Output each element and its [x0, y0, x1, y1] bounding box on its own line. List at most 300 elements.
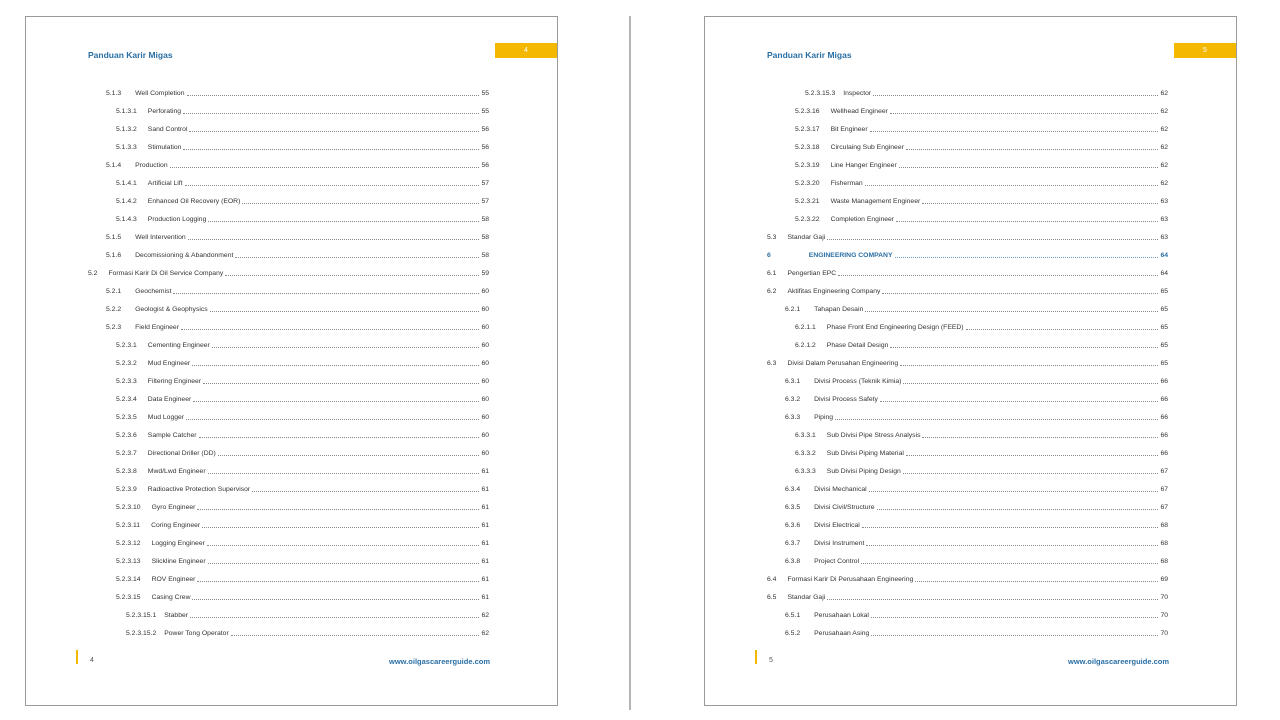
toc-dot-leader [208, 563, 480, 564]
toc-dot-leader [862, 527, 1159, 528]
footer-website-link[interactable]: www.oilgascareerguide.com [1067, 657, 1169, 666]
toc-entry[interactable] [767, 192, 1168, 210]
toc-entry-number: 5.2.3.20 [795, 179, 820, 187]
toc-dot-leader [838, 275, 1158, 276]
toc-entry-title: Perusahaan Lokal [814, 611, 869, 619]
toc-entry[interactable] [88, 570, 489, 588]
document-page-right [704, 16, 1237, 706]
toc-entry-number: 6.3.3.3 [795, 467, 816, 475]
toc-entry-title: Circulaing Sub Engineer [830, 143, 904, 151]
toc-entry-page: 61 [481, 593, 489, 601]
toc-dot-leader [835, 419, 1158, 420]
toc-entry-title: Sub Divisi Piping Material [826, 449, 904, 457]
toc-dot-leader [900, 365, 1158, 366]
toc-entry-number: 5.2 [88, 269, 98, 277]
toc-entry-title: Perusahaan Asing [814, 629, 870, 637]
toc-entry[interactable] [767, 462, 1168, 480]
toc-entry-page: 61 [481, 521, 489, 529]
toc-entry-page: 60 [481, 449, 489, 457]
toc-entry-number: 6.3.3.2 [795, 449, 816, 457]
footer-website-link[interactable]: www.oilgascareerguide.com [388, 657, 490, 666]
toc-entry-number: 5.2.3.10 [116, 503, 141, 511]
toc-entry-title: Wellhead Engineer [830, 107, 888, 115]
toc-entry-number: 5.1.5 [106, 233, 122, 241]
toc-dot-leader [173, 293, 479, 294]
toc-entry-number: 5.2.3.17 [795, 125, 820, 133]
toc-entry-page: 65 [1160, 305, 1168, 313]
toc-entry-page: 70 [1160, 629, 1168, 637]
toc-entry-number: 6.3 [767, 359, 777, 367]
toc-entry-title: Project Control [814, 557, 860, 565]
toc-entry[interactable] [88, 354, 489, 372]
toc-entry-title: Mud Logger [147, 413, 185, 421]
toc-entry-number: 5.2.3.2 [116, 359, 137, 367]
toc-entry-number: 5.1.4 [106, 161, 122, 169]
toc-entry[interactable] [767, 426, 1168, 444]
toc-entry-title: Sub Divisi Piping Design [826, 467, 901, 475]
toc-entry[interactable] [88, 156, 489, 174]
toc-entry-number: 5.2.3.18 [795, 143, 820, 151]
toc-dot-leader [906, 149, 1159, 150]
toc-dot-leader [866, 545, 1158, 546]
document-page-left [25, 16, 558, 706]
toc-entry[interactable] [767, 174, 1168, 192]
toc-entry[interactable] [88, 408, 489, 426]
toc-entry-number: 5.2.3.12 [116, 539, 141, 547]
page-number-tab: 4 [495, 43, 557, 58]
toc-entry[interactable] [88, 336, 489, 354]
toc-entry-page: 60 [481, 359, 489, 367]
toc-entry-number: 6.2.1.2 [795, 341, 816, 349]
footer-accent-bar [755, 650, 757, 664]
toc-entry-title: Bit Engineer [830, 125, 868, 133]
toc-entry-title: Pengertian EPC [787, 269, 837, 277]
toc-entry-title: Line Hanger Engineer [830, 161, 897, 169]
toc-entry-number: 5.2.1 [106, 287, 122, 295]
toc-entry-number: 5.2.3.11 [116, 521, 141, 529]
toc-entry[interactable] [88, 300, 489, 318]
toc-entry-page: 57 [481, 179, 489, 187]
toc-entry-page: 60 [481, 341, 489, 349]
toc-entry-title: Mud Engineer [147, 359, 191, 367]
toc-dot-leader [966, 329, 1159, 330]
toc-entry-number: 6.3.5 [785, 503, 801, 511]
toc-dot-leader [869, 491, 1159, 492]
toc-entry-page: 65 [1160, 287, 1168, 295]
toc-entry-title: Field Engineer [135, 323, 179, 331]
toc-entry-page: 66 [1160, 431, 1168, 439]
toc-entry-title: Filtering Engineer [147, 377, 202, 385]
toc-entry-number: 5.2.3 [106, 323, 122, 331]
toc-entry-page: 62 [1160, 179, 1168, 187]
footer-page-number: 4 [90, 657, 94, 664]
toc-entry-title: Directional Driller (DD) [147, 449, 216, 457]
toc-entry[interactable] [88, 534, 489, 552]
toc-entry-number: 6.2.1 [785, 305, 801, 313]
page-header-title: Panduan Karir Migas [767, 50, 852, 60]
page-header-title: Panduan Karir Migas [88, 50, 173, 60]
toc-entry-title: Formasi Karir Di Perusahaan Engineering [787, 575, 914, 583]
toc-entry-page: 64 [1160, 251, 1168, 259]
toc-entry-number: 5.2.3.9 [116, 485, 137, 493]
toc-entry-number: 5.1.6 [106, 251, 122, 259]
toc-dot-leader [870, 131, 1159, 132]
toc-dot-leader [185, 185, 480, 186]
toc-entry-page: 67 [1160, 485, 1168, 493]
toc-entry[interactable] [767, 624, 1168, 642]
toc-entry-title: Cementing Engineer [147, 341, 210, 349]
toc-entry[interactable] [88, 390, 489, 408]
toc-entry-page: 63 [1160, 233, 1168, 241]
toc-entry[interactable] [767, 228, 1168, 246]
page-number-tab: 5 [1174, 43, 1236, 58]
toc-entry-title: Phase Detail Design [826, 341, 889, 349]
toc-entry-page: 60 [481, 413, 489, 421]
toc-entry-number: 5.2.3.19 [795, 161, 820, 169]
toc-entry-page: 68 [1160, 557, 1168, 565]
toc-dot-leader [877, 509, 1159, 510]
toc-entry-title: Divisi Instrument [814, 539, 865, 547]
toc-entry[interactable] [767, 282, 1168, 300]
toc-entry[interactable] [88, 246, 489, 264]
toc-entry-page: 62 [1160, 143, 1168, 151]
toc-entry[interactable] [767, 84, 1168, 102]
toc-dot-leader [208, 221, 479, 222]
toc-entry-number: 5.1.4.1 [116, 179, 137, 187]
toc-entry[interactable] [767, 264, 1168, 282]
toc-entry-page: 56 [481, 161, 489, 169]
toc-entry-page: 66 [1160, 449, 1168, 457]
toc-entry-page: 60 [481, 323, 489, 331]
toc-dot-leader [202, 527, 479, 528]
toc-entry-title: Standar Gaji [787, 233, 826, 241]
toc-entry-page: 58 [481, 233, 489, 241]
toc-dot-leader [882, 293, 1158, 294]
toc-dot-leader [207, 545, 480, 546]
toc-entry-title: Piping [814, 413, 834, 421]
toc-entry[interactable] [88, 606, 489, 624]
toc-entry-title: Phase Front End Engineering Design (FEED) [826, 323, 964, 331]
toc-entry-number: 5.2.3.3 [116, 377, 137, 385]
toc-dot-leader [915, 581, 1158, 582]
toc-entry-page: 55 [481, 107, 489, 115]
toc-entry-page: 69 [1160, 575, 1168, 583]
toc-entry-page: 56 [481, 125, 489, 133]
toc-entry[interactable] [88, 318, 489, 336]
toc-dot-leader [197, 581, 479, 582]
footer-accent-bar [76, 650, 78, 664]
toc-entry-number: 5.2.3.13 [116, 557, 141, 565]
toc-dot-leader [242, 203, 479, 204]
toc-entry-number: 6.5 [767, 593, 777, 601]
toc-entry-number: 5.2.3.8 [116, 467, 137, 475]
toc-entry-number: 5.1.3 [106, 89, 122, 97]
toc-dot-leader [183, 113, 479, 114]
toc-entry-number: 5.2.3.6 [116, 431, 137, 439]
toc-entry-title: Divisi Dalam Perusahan Engineering [787, 359, 899, 367]
toc-entry-page: 66 [1160, 377, 1168, 385]
toc-entry-page: 62 [481, 629, 489, 637]
toc-entry[interactable] [767, 444, 1168, 462]
toc-entry-page: 62 [1160, 89, 1168, 97]
toc-entry-title: Sand Control [147, 125, 188, 133]
toc-dot-leader [199, 437, 480, 438]
toc-entry[interactable] [88, 174, 489, 192]
toc-entry-number: 6.5.2 [785, 629, 801, 637]
toc-entry-number: 5.1.3.1 [116, 107, 137, 115]
toc-dot-leader [903, 473, 1159, 474]
toc-entry-title: Logging Engineer [151, 539, 205, 547]
toc-dot-leader [170, 167, 480, 168]
toc-entry[interactable] [767, 606, 1168, 624]
toc-entry-number: 5.2.3.1 [116, 341, 137, 349]
toc-entry-number: 5.2.3.14 [116, 575, 141, 583]
toc-entry-number: 5.1.4.2 [116, 197, 137, 205]
toc-entry-title: Divisi Mechanical [814, 485, 867, 493]
toc-entry[interactable] [88, 516, 489, 534]
toc-entry[interactable] [88, 588, 489, 606]
toc-entry-number: 6.3.3.1 [795, 431, 816, 439]
toc-entry-number: 6.3.8 [785, 557, 801, 565]
toc-entry-title: Radioactive Protection Supervisor [147, 485, 251, 493]
toc-entry-number: 6.3.2 [785, 395, 801, 403]
toc-entry-number: 5.2.3.15.3 [805, 89, 836, 97]
toc-entry-page: 68 [1160, 539, 1168, 547]
toc-entry[interactable] [88, 426, 489, 444]
toc-entry-number: 5.2.3.7 [116, 449, 137, 457]
toc-entry-title: Standar Gaji [787, 593, 826, 601]
toc-entry-page: 58 [481, 215, 489, 223]
toc-entry-page: 55 [481, 89, 489, 97]
toc-entry-page: 58 [481, 251, 489, 259]
toc-entry[interactable] [767, 534, 1168, 552]
toc-entry-number: 5.1.3.2 [116, 125, 137, 133]
toc-entry-page: 62 [481, 611, 489, 619]
toc-dot-leader [235, 257, 479, 258]
toc-entry-page: 70 [1160, 593, 1168, 601]
toc-entry-number: 5.1.4.3 [116, 215, 137, 223]
toc-entry[interactable] [88, 120, 489, 138]
toc-entry-page: 66 [1160, 395, 1168, 403]
toc-entry-title: ROV Engineer [151, 575, 196, 583]
toc-entry-title: Formasi Karir Di Oil Service Company [108, 269, 224, 277]
toc-entry-number: 6.4 [767, 575, 777, 583]
toc-entry-page: 60 [481, 377, 489, 385]
toc-entry-page: 60 [481, 305, 489, 313]
toc-entry-number: 6.3.1 [785, 377, 801, 385]
toc-entry[interactable] [88, 462, 489, 480]
toc-dot-leader [181, 329, 479, 330]
toc-dot-leader [203, 383, 479, 384]
toc-entry[interactable] [88, 192, 489, 210]
toc-entry-title: ENGINEERING COMPANY [808, 251, 893, 259]
toc-entry[interactable] [767, 552, 1168, 570]
toc-dot-leader [192, 599, 479, 600]
toc-entry-page: 63 [1160, 197, 1168, 205]
toc-dot-leader [896, 221, 1158, 222]
toc-entry-page: 62 [1160, 125, 1168, 133]
toc-entry[interactable] [767, 390, 1168, 408]
toc-entry-title: Tahapan Desain [814, 305, 864, 313]
toc-entry-page: 61 [481, 485, 489, 493]
toc-dot-leader [873, 95, 1158, 96]
toc-entry-title: Slickline Engineer [151, 557, 206, 565]
toc-dot-leader [197, 509, 479, 510]
toc-entry-title: Aktifitas Engineering Company [787, 287, 881, 295]
toc-dot-leader [218, 455, 480, 456]
toc-dot-leader [192, 365, 479, 366]
toc-entry-page: 57 [481, 197, 489, 205]
toc-entry-number: 5.1.3.3 [116, 143, 137, 151]
toc-entry[interactable] [767, 408, 1168, 426]
toc-entry-title: Production [135, 161, 168, 169]
toc-entry[interactable] [767, 102, 1168, 120]
toc-entry-page: 68 [1160, 521, 1168, 529]
toc-entry[interactable] [88, 138, 489, 156]
toc-entry-number: 6 [767, 251, 771, 259]
toc-entry-number: 6.2 [767, 287, 777, 295]
toc-entry-page: 65 [1160, 341, 1168, 349]
toc-entry-title: Geochemist [135, 287, 172, 295]
toc-entry[interactable] [88, 498, 489, 516]
toc-dot-leader [231, 635, 480, 636]
toc-entry-title: Fisherman [830, 179, 863, 187]
toc-entry-title: Decomissioning & Abandonment [135, 251, 234, 259]
toc-entry-number: 5.3 [767, 233, 777, 241]
toc-entry-page: 66 [1160, 413, 1168, 421]
toc-entry-title: Mwd/Lwd Engineer [147, 467, 206, 475]
toc-dot-leader [903, 383, 1158, 384]
toc-entry-page: 67 [1160, 503, 1168, 511]
toc-dot-leader [890, 347, 1158, 348]
toc-entry-page: 61 [481, 503, 489, 511]
toc-dot-leader [865, 311, 1158, 312]
toc-dot-leader [922, 437, 1158, 438]
toc-entry[interactable] [88, 84, 489, 102]
toc-dot-leader [186, 419, 479, 420]
toc-entry[interactable] [88, 624, 489, 642]
toc-entry-title: Divisi Process Safety [814, 395, 878, 403]
toc-entry-number: 5.2.3.15.2 [126, 629, 157, 637]
toc-entry[interactable] [767, 570, 1168, 588]
toc-entry[interactable] [88, 372, 489, 390]
toc-entry[interactable] [767, 516, 1168, 534]
toc-entry-title: Geologist & Geophysics [135, 305, 208, 313]
toc-entry[interactable] [767, 120, 1168, 138]
toc-entry-page: 63 [1160, 215, 1168, 223]
toc-entry-number: 6.3.3 [785, 413, 801, 421]
toc-entry[interactable] [767, 138, 1168, 156]
toc-entry[interactable] [767, 300, 1168, 318]
toc-entry-page: 61 [481, 539, 489, 547]
toc-entry-page: 60 [481, 431, 489, 439]
toc-entry[interactable] [88, 282, 489, 300]
toc-entry[interactable] [88, 102, 489, 120]
toc-entry-number: 6.2.1.1 [795, 323, 816, 331]
toc-entry-number: 5.2.3.16 [795, 107, 820, 115]
toc-entry[interactable] [88, 264, 489, 282]
toc-entry-title: Sub Divisi Pipe Stress Analysis [826, 431, 921, 439]
toc-entry[interactable] [767, 588, 1168, 606]
toc-entry-page: 62 [1160, 161, 1168, 169]
toc-entry[interactable] [88, 552, 489, 570]
toc-entry-title: Divisi Process (Teknik Kimia) [814, 377, 902, 385]
toc-entry-number: 5.2.3.4 [116, 395, 137, 403]
toc-entry-title: Inspector [843, 89, 872, 97]
toc-entry-number: 6.3.4 [785, 485, 801, 493]
toc-entry-number: 5.2.3.15.1 [126, 611, 157, 619]
toc-dot-leader [193, 401, 479, 402]
toc-dot-leader [827, 599, 1158, 600]
toc-entry-number: 6.5.1 [785, 611, 801, 619]
toc-entry[interactable] [88, 444, 489, 462]
toc-entry[interactable] [767, 372, 1168, 390]
toc-entry[interactable] [767, 336, 1168, 354]
toc-entry-page: 59 [481, 269, 489, 277]
toc-entry-title: Waste Management Engineer [830, 197, 921, 205]
toc-entry[interactable] [767, 156, 1168, 174]
toc-entry-title: Power Tong Operator [164, 629, 229, 637]
toc-entry[interactable] [767, 210, 1168, 228]
toc-dot-leader [906, 455, 1159, 456]
book-spine-divider [629, 16, 631, 710]
toc-entry-title: Divisi Civil/Structure [814, 503, 875, 511]
toc-entry[interactable] [88, 210, 489, 228]
toc-dot-leader [871, 617, 1159, 618]
toc-entry-title: Stimulation [147, 143, 182, 151]
table-of-contents [767, 84, 1168, 642]
toc-entry-title: Completion Engineer [830, 215, 895, 223]
toc-entry[interactable] [767, 498, 1168, 516]
toc-entry-page: 65 [1160, 323, 1168, 331]
toc-entry-page: 67 [1160, 467, 1168, 475]
toc-entry-title: Stabber [164, 611, 189, 619]
toc-entry-page: 65 [1160, 359, 1168, 367]
table-of-contents [88, 84, 489, 642]
toc-entry-title: Casing Crew [151, 593, 191, 601]
toc-dot-leader [225, 275, 479, 276]
toc-entry-title: Well Intervention [135, 233, 186, 241]
toc-dot-leader [880, 401, 1158, 402]
toc-dot-leader [210, 311, 480, 312]
toc-entry-title: Artificial Lift [147, 179, 183, 187]
toc-entry-number: 5.2.3.22 [795, 215, 820, 223]
toc-entry-title: Divisi Electrical [814, 521, 860, 529]
toc-dot-leader [212, 347, 480, 348]
toc-entry-number: 5.2.2 [106, 305, 122, 313]
toc-entry-title: Enhanced Oil Recovery (EOR) [147, 197, 241, 205]
toc-entry-page: 56 [481, 143, 489, 151]
toc-dot-leader [871, 635, 1158, 636]
toc-entry-number: 5.2.3.21 [795, 197, 820, 205]
toc-dot-leader [188, 239, 480, 240]
toc-entry[interactable] [88, 228, 489, 246]
toc-entry-title: Gyro Engineer [151, 503, 196, 511]
toc-entry-title: Data Engineer [147, 395, 192, 403]
toc-entry[interactable] [767, 246, 1168, 264]
toc-entry-page: 60 [481, 287, 489, 295]
toc-entry[interactable] [767, 480, 1168, 498]
toc-entry[interactable] [767, 354, 1168, 372]
toc-entry-title: Well Completion [135, 89, 185, 97]
toc-entry-page: 61 [481, 575, 489, 583]
toc-entry-number: 5.2.3.5 [116, 413, 137, 421]
toc-dot-leader [189, 131, 479, 132]
toc-dot-leader [208, 473, 480, 474]
toc-entry-number: 6.3.7 [785, 539, 801, 547]
toc-entry[interactable] [767, 318, 1168, 336]
toc-entry[interactable] [88, 480, 489, 498]
